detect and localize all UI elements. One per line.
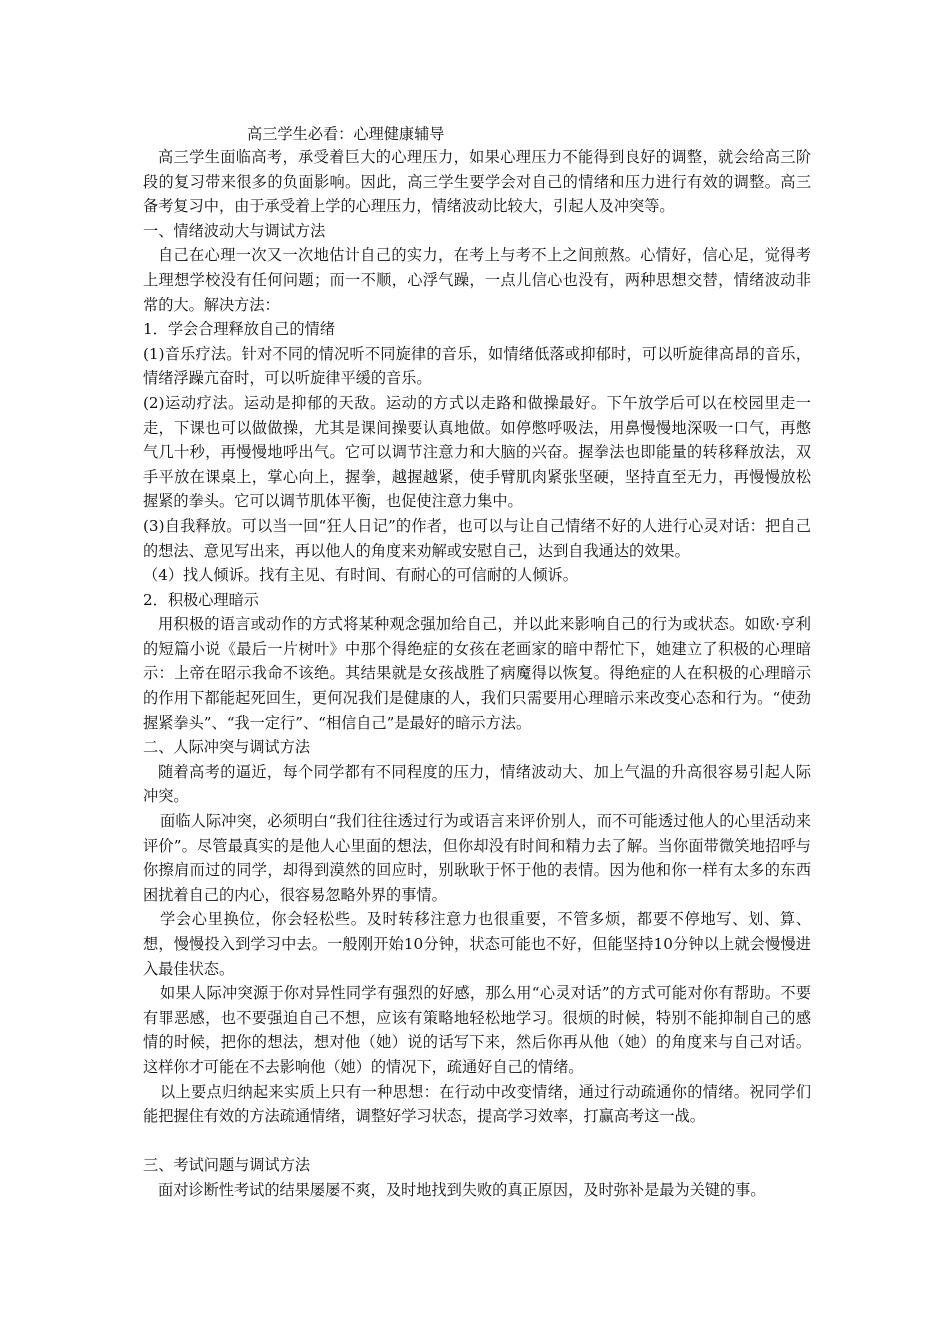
document-title: 高三学生必看：心理健康辅导 [247, 125, 445, 143]
section-1-intro: 自己在心理一次又一次地估计自己的实力，在考上与考不上之间煎熬。心情好，信心足，觉得考上理想学校没有任何问题；而一不顺，心浮气躁，一点儿信心也没有，两种思想交替，情绪波动非常的大。解决方法： [143, 246, 811, 314]
subsection-1-heading: 1．学会合理释放自己的情绪 [143, 320, 335, 339]
section-2-heading: 二、人际冲突与调试方法 [143, 738, 311, 757]
document-page [143, 123, 811, 1203]
section-1-heading: 一、情绪波动大与调试方法 [143, 221, 326, 240]
exercise-therapy-item: (2)运动疗法。运动是抑郁的天敌。运动的方式以走路和做操最好。下午放学后可以在校园里走一走，下课也可以做做操，尤其是课间操要认真地做。如停憋呼吸法，用鼻慢慢地深吸一口气，再憋气几十秒，再慢慢地呼出气。它可以调节注意力和大脑的兴奋。握拳法也即能量的转移释放法，双手平放在课桌上，掌心向上，握拳，越握越紧，使手臂肌肉紧张坚硬，坚持直至无力，再慢慢放松握紧的拳头。它可以调节肌体平衡，也促使注意力集中。 [143, 393, 811, 511]
blank-line [143, 1129, 811, 1154]
confide-item: （4）找人倾诉。找有主见、有时间、有耐心的可信耐的人倾诉。 [143, 566, 578, 585]
music-therapy-item: (1)音乐疗法。针对不同的情况听不同旋律的音乐，如情绪低落或抑郁时，可以听旋律高昂的音乐，情绪浮躁亢奋时，可以听旋律平缓的音乐。 [143, 344, 811, 388]
section-3-heading: 三、考试问题与调试方法 [143, 1156, 311, 1175]
section-2-paragraph-1: 随着高考的逼近，每个同学都有不同程度的压力，情绪波动大、加上气温的升高很容易引起人际冲突。 [143, 762, 811, 806]
section-2-paragraph-2: 面临人际冲突，必须明白“我们往往透过行为或语言来评价别人，而不可能透过他人的心里活动来评价”。尽管最真实的是他人心里面的想法，但你却没有时间和精力去了解。当你面带微笑地招呼与你擦肩而过的同学，却得到漠然的回应时，别耿耿于怀于他的表情。因为他和你一样有太多的东西困扰着自己的内心，很容易忽略外界的事情。 [143, 812, 811, 904]
intro-paragraph: 高三学生面临高考，承受着巨大的心理压力，如果心理压力不能得到良好的调整，就会给高三阶段的复习带来很多的负面影响。因此，高三学生要学会对自己的情绪和压力进行有效的调整。高三备考复习中，由于承受着上学的心理压力，情绪波动比较大，引起人及冲突等。 [143, 148, 811, 216]
self-release-item: (3)自我释放。可以当一回“狂人日记”的作者，也可以与让自己情绪不好的人进行心灵对话：把自己的想法、意见写出来，再以他人的角度来劝解或安慰自己，达到自我通达的效果。 [143, 516, 811, 560]
section-2-paragraph-5: 以上要点归纳起来实质上只有一种思想：在行动中改变情绪，通过行动疏通你的情绪。祝同学们能把握住有效的方法疏通情绪，调整好学习状态，提高学习效率，打赢高考这一战。 [143, 1082, 811, 1126]
positive-suggestion-paragraph: 用积极的语言或动作的方式将某种观念强加给自己，并以此来影响自己的行为或状态。如欧·亨利的短篇小说《最后一片树叶》中那个得绝症的女孩在老画家的暗中帮忙下，她建立了积极的心理暗示：上帝在昭示我命不该绝。其结果就是女孩战胜了病魔得以恢复。得绝症的人在积极的心理暗示的作用下都能起死回生，更何况我们是健康的人，我们只需要用心理暗示来改变心态和行为。“使劲握紧拳头”、“我一定行”、“相信自己”是最好的暗示方法。 [143, 615, 811, 732]
subsection-2-heading: 2．积极心理暗示 [143, 590, 259, 609]
section-3-paragraph-1: 面对诊断性考试的结果屡屡不爽，及时地找到失败的真正原因，及时弥补是最为关键的事。 [158, 1180, 766, 1199]
section-2-paragraph-4: 如果人际冲突源于你对异性同学有强烈的好感，那么用“心灵对话”的方式可能对你有帮助。不要有罪恶感，也不要强迫自己不想，应该有策略地轻松地学习。很烦的时候，特别不能抑制自己的感情的时候，把你的想法，想对他（她）说的话写下来，然后你再从他（她）的角度来与自己对话。这样你才可能在不去影响他（她）的情况下，疏通好自己的情绪。 [143, 984, 811, 1076]
section-2-paragraph-3: 学会心里换位，你会轻松些。及时转移注意力也很重要，不管多烦，都要不停地写、划、算、想，慢慢投入到学习中去。一般刚开始10分钟，状态可能也不好，但能坚持10分钟以上就会慢慢进入最佳状态。 [143, 910, 811, 978]
